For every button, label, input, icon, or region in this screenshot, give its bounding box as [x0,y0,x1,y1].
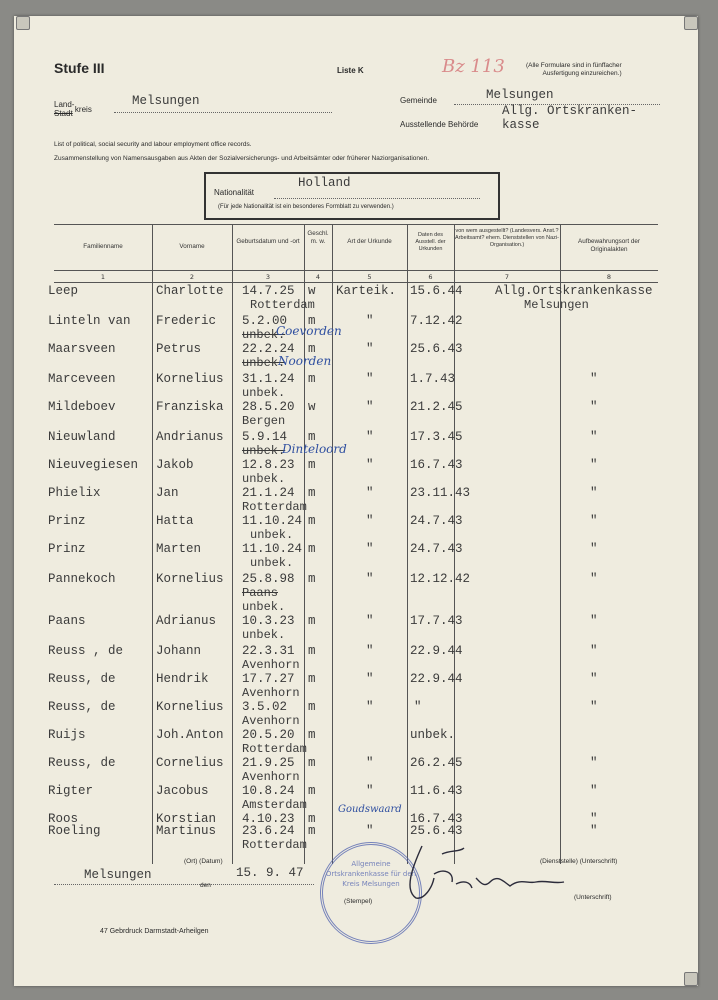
authority-line1: Allg. Ortskranken- [502,104,638,118]
punch-hole [684,16,698,30]
birth-date: 5.9.14 [242,430,288,444]
nationality-note: (Für jede Nationalität ist ein besonderes Formblatt zu verwenden.) [218,204,394,210]
sex: m [308,542,316,556]
storage-location: " [590,514,598,528]
document-type: " [366,614,374,628]
table-row [14,314,698,342]
col-header-surname: Familienname [83,243,123,250]
birth-date: 23.6.24 [242,824,295,838]
storage-location: " [590,812,598,826]
first-name: Andrianus [156,430,224,444]
surname: Nieuwland [48,430,116,444]
col-number: 3 [265,273,271,281]
signature-caption-top: (Dienststelle) (Unterschrift) [540,858,618,865]
first-name: Marten [156,542,202,556]
signature-caption: (Unterschrift) [574,894,612,901]
table-row [14,756,698,784]
document-type: " [366,314,374,328]
municipality-label: Gemeinde [400,96,437,105]
document-type: " [366,572,374,586]
document-type: " [366,542,374,556]
table-row [14,572,698,614]
district-underline [114,112,332,113]
col-header-issuer: von wem ausgestellt? (Landesvers. Anst.? Arbeitsamt? ehem. Dienststellen von Nazi-Organisation.) [455,228,559,248]
col-number: 1 [100,273,106,281]
table-row [14,458,698,486]
sex: m [308,812,316,826]
surname: Maarsveen [48,342,116,356]
birth-date: 12.8.23 [242,458,295,472]
col-header-sex: Geschl. m. w. [307,230,329,245]
table-row [14,486,698,514]
birth-date: 3.5.02 [242,700,288,714]
first-name: Franziska [156,400,224,414]
table-row [14,672,698,700]
birth-date: 20.5.20 [242,728,295,742]
first-name: Jan [156,486,179,500]
table-row [14,644,698,672]
surname: Phielix [48,486,101,500]
issue-date: 26.2.45 [410,756,463,770]
birth-date: 5.2.00 [242,314,288,328]
birth-place-handwritten: Coevorden [276,324,342,338]
birth-place: Avenhorn [242,658,300,672]
issue-date: unbek. [410,728,456,742]
surname: Marceveen [48,372,116,386]
district-label-top: Land- [54,100,75,109]
sex: m [308,342,316,356]
first-name: Jacobus [156,784,209,798]
surname: Mildeboev [48,400,116,414]
table-row [14,700,698,728]
surname: Roeling [48,824,101,838]
storage-location: " [590,756,598,770]
sex: m [308,672,316,686]
birth-date: 14.7.25 [242,284,295,298]
document-type: " [366,514,374,528]
sex: m [308,756,316,770]
birth-date: 21.1.24 [242,486,295,500]
birth-place: unbek. [250,528,294,542]
issue-date: 25.6.43 [410,342,463,356]
document-type: " [366,372,374,386]
storage-location: " [590,572,598,586]
storage-location: Melsungen [524,298,589,312]
birth-place-struck: Paans [242,586,279,600]
surname: Pannekoch [48,572,116,586]
birth-place: Rotterdam [250,298,315,312]
birth-date: 22.3.31 [242,644,295,658]
issue-date: 12.12.42 [410,572,471,586]
birth-place: Rotterdam [242,838,307,852]
birth-place: unbek. [242,472,286,486]
sex: w [308,400,316,414]
issue-date: 22.9.44 [410,644,463,658]
birth-date: 21.9.25 [242,756,295,770]
storage-location: " [590,542,598,556]
document-type: " [366,486,374,500]
sex: w [308,284,316,298]
surname: Prinz [48,514,86,528]
storage-location: " [590,400,598,414]
stamp-caption: (Stempel) [344,898,373,905]
table-row [14,284,698,312]
district-label-struck: Stadt [54,109,73,118]
birth-date: 4.10.23 [242,812,295,826]
sex: m [308,372,316,386]
birth-date: 10.3.23 [242,614,295,628]
birth-date: 17.7.27 [242,672,295,686]
document-type: " [366,644,374,658]
sex: m [308,700,316,714]
first-name: Charlotte [156,284,224,298]
stage-title: Stufe III [54,60,105,76]
surname: Reuss, de [48,756,116,770]
surname: Paans [48,614,86,628]
first-name: Kornelius [156,372,224,386]
table-colnum-rule [54,282,658,283]
document-type: " [366,756,374,770]
issue-date: 24.7.43 [410,514,463,528]
surname: Leep [48,284,79,298]
issue-date: 17.7.43 [410,614,463,628]
col-number: 4 [315,273,321,281]
birth-date: 28.5.20 [242,400,295,414]
surname: Reuss, de [48,672,116,686]
document-type: " [366,342,374,356]
municipality-value: Melsungen [486,88,554,102]
birth-date: 11.10.24 [242,514,303,528]
sex: m [308,614,316,628]
sex: m [308,572,316,586]
issuer: Allg.Ortskrankenkasse [495,284,653,298]
place-date-caption: (Ort) (Datum) [184,858,223,865]
storage-location: " [590,644,598,658]
col-number: 6 [428,273,433,281]
birth-place: Amsterdam [242,798,307,812]
district-label-suffix: kreis [74,105,92,114]
issue-date: 24.7.43 [410,542,463,556]
col-header-birth: Geburtsdatum und -ort [236,238,300,245]
issuing-authority-value [502,104,637,132]
surname: Linteln van [48,314,131,328]
birth-place-struck: unbek. [242,328,286,342]
sex: m [308,458,316,472]
issue-date: 1.7.43 [410,372,456,386]
surname: Roos [48,812,79,826]
first-name: Martinus [156,824,217,838]
storage-location: " [590,700,598,714]
first-name: Frederic [156,314,217,328]
issue-date: 15.6.44 [410,284,463,298]
storage-location: " [590,486,598,500]
col-header-issue-date: Daten des Ausstell. der Urkunden [415,232,446,252]
birth-place: unbek. [242,628,286,642]
surname: Reuss , de [48,644,124,658]
storage-location: " [590,672,598,686]
issue-date: 7.12.42 [410,314,463,328]
birth-place: Rotterdam [242,742,307,756]
birth-place-struck: unbek. [242,356,286,370]
table-row [14,728,698,756]
first-name: Joh.Anton [156,728,224,742]
storage-location: " [590,430,598,444]
birth-place-handwritten: Goudswaard [338,804,402,815]
birth-date: 22.2.24 [242,342,295,356]
district-value: Melsungen [132,94,200,108]
nationality-value: Holland [298,176,351,190]
col-number: 7 [504,273,510,281]
first-name: Adrianus [156,614,217,628]
birth-date: 31.1.24 [242,372,295,386]
document-sheet [14,16,698,986]
col-number: 8 [606,273,612,281]
place-date-line [54,884,314,885]
document-type: " [366,400,374,414]
document-type: " [366,672,374,686]
english-description: List of political, social security and labour employment office records. [54,141,252,148]
sex: m [308,784,316,798]
red-handwritten-number: Bz 113 [442,56,505,77]
col-header-document-type: Art der Urkunde [347,238,392,245]
surname: Nieuvegiesen [48,458,139,472]
first-name: Hendrik [156,672,209,686]
issuing-authority-label: Ausstellende Behörde [400,120,479,129]
sex: m [308,486,316,500]
birth-place: Avenhorn [242,714,300,728]
list-title: Liste K [337,66,364,75]
birth-place: Rotterdam [242,500,307,514]
nationality-label: Nationalität [214,188,255,197]
first-name: Kornelius [156,572,224,586]
birth-place: unbek. [242,600,286,614]
document-type: " [366,458,374,472]
sex: m [308,430,316,444]
sex: m [308,728,316,742]
birth-place: Bergen [242,414,286,428]
birth-date: 10.8.24 [242,784,295,798]
footer-place: Melsungen [84,868,152,882]
birth-place: Avenhorn [242,686,300,700]
col-header-firstname: Vorname [179,243,205,250]
issue-date: 17.3.45 [410,430,463,444]
nationality-underline [274,198,480,199]
forms-note-line2: Ausfertigung einzureichen.) [542,70,622,77]
birth-place-struck: unbek. [242,444,286,458]
surname: Ruijs [48,728,86,742]
issue-date: 25.6.43 [410,824,463,838]
first-name: Hatta [156,514,194,528]
table-row [14,542,698,570]
table-row [14,614,698,642]
issue-date: 22.9.44 [410,672,463,686]
first-name: Jakob [156,458,194,472]
forms-note [526,62,622,78]
issue-date: 16.7.43 [410,458,463,472]
issue-date: " [414,700,422,714]
nationality-box [204,172,500,220]
table-top-rule [54,224,658,225]
storage-location: " [590,784,598,798]
signature [394,838,570,908]
table-row [14,430,698,458]
birth-place: unbek. [242,386,286,400]
storage-location: " [590,824,598,838]
table-row [14,400,698,428]
storage-location: " [590,614,598,628]
sex: m [308,514,316,528]
document-type: " [366,824,374,838]
surname: Rigter [48,784,94,798]
birth-date: 11.10.24 [242,542,303,556]
punch-hole [16,16,30,30]
german-description: Zusammenstellung von Namensausgaben aus Akten der Sozialversicherungs- und Arbeitsämter oder früherer Naziorganisationen. [54,155,430,162]
table-row [14,372,698,400]
storage-location: " [590,372,598,386]
document-type: Karteik. [336,284,397,298]
punch-hole [684,972,698,986]
surname: Reuss, de [48,700,116,714]
first-name: Kornelius [156,700,224,714]
issue-date: 23.11.43 [410,486,471,500]
birth-place-handwritten: Dinteloord [282,442,347,456]
issue-date: 21.2.45 [410,400,463,414]
col-number: 5 [367,273,372,281]
sex: m [308,824,316,838]
sex: m [308,644,316,658]
first-name: Korstian [156,812,217,826]
document-type: " [366,784,374,798]
first-name: Cornelius [156,756,224,770]
table-row [14,514,698,542]
document-type: " [366,430,374,444]
surname: Prinz [48,542,86,556]
storage-location: " [590,458,598,472]
issue-date: 11.6.43 [410,784,463,798]
footer-date: 15. 9. 47 [236,866,304,880]
district-label [54,100,92,118]
printer-note: 47 Gebrdruck Darmstadt-Arheilgen [100,928,209,935]
authority-line2: kasse [502,118,540,132]
birth-place: unbek. [250,556,294,570]
first-name: Petrus [156,342,202,356]
col-number: 2 [189,273,195,281]
date-den-label: den [200,882,211,889]
first-name: Johann [156,644,202,658]
birth-place-handwritten: Noorden [278,354,332,368]
issue-date: 16.7.43 [410,812,463,826]
birth-date: 25.8.98 [242,572,295,586]
table-row [14,342,698,370]
birth-place: Avenhorn [242,770,300,784]
forms-note-line1: (Alle Formulare sind in fünffacher [526,62,622,69]
document-type: " [366,700,374,714]
sex: m [308,314,316,328]
table-header-rule [54,270,658,271]
col-header-storage: Aufbewahrungsort der Originalakten [578,238,640,253]
stamp-text: Allgemeine Ortskrankenkasse für den Kreis Melsungen [325,860,417,888]
